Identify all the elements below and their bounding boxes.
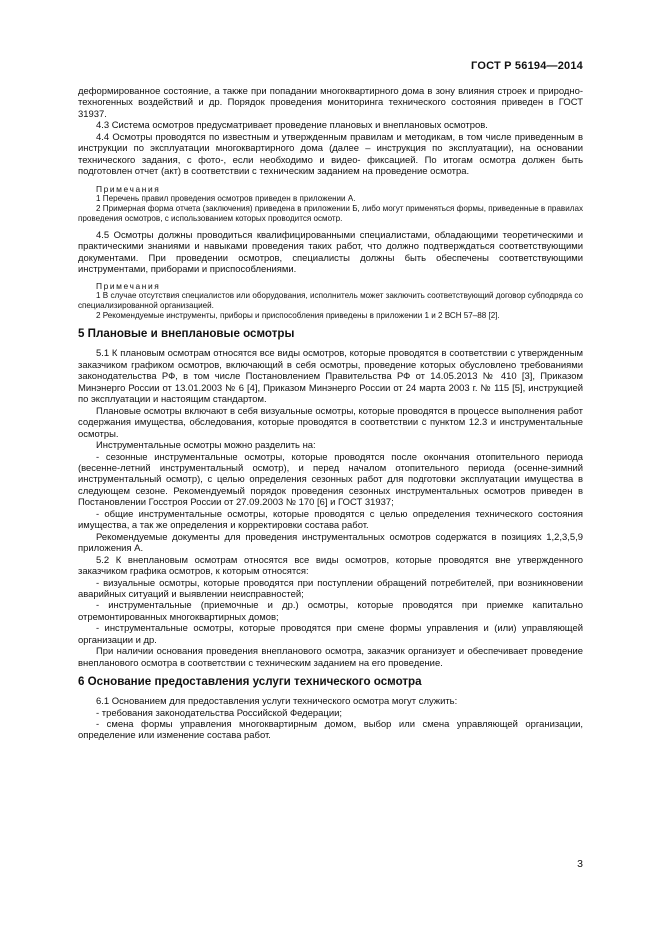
note: 2 Примерная форма отчета (заключения) приведена в приложении Б, либо могут применяться формы, приведенные в правилах проведения осмотров, с использованием которых проводится осмотр. bbox=[78, 203, 583, 223]
paragraph-5-1: 5.1 К плановым осмотрам относятся все виды осмотров, которые проводятся в соответствии с утвержденным заказчиком графиком осмотров, включающий в себя осмотры, проведение которых обусловлено требованиями законодательства РФ, в том числе Постановлением Правительства РФ от 14.05.2013 № 410 [3], Приказом Минэнерго России от 13.01.2003 № 6 [4], Приказом Минэнерго России от 24 марта 2003 г. № 115 [5], инструкцией по эксплуатации и настоящим стандартом. bbox=[78, 348, 583, 406]
paragraph-4-5: 4.5 Осмотры должны проводиться квалифицированными специалистами, обладающими теоретическими и практическими знаниями и навыками проведения таких работ, что должно подтверждаться соответствующими документами. При проведении осмотров, специалисты должны быть обеспечены соответствующими инструментами, приборами и приспособлениями. bbox=[78, 229, 583, 275]
paragraph-6-1: 6.1 Основанием для предоставления услуги технического осмотра могут служить: bbox=[96, 696, 458, 708]
paragraph: Инструментальные осмотры можно разделить на: bbox=[96, 440, 316, 452]
paragraph: деформированное состояние, а также при попадании многоквартирного дома в зону влияния строек и природно-техногенных воздействий и др. Порядок проведения мониторинга технического состояния приведен в ГОСТ 31937. bbox=[78, 86, 583, 120]
paragraph-4-4: 4.4 Осмотры проводятся по известным и утвержденным правилам и методикам, в том числе приведенным в инструкции по эксплуатации многоквартирного дома (далее – инструкция по эксплуатации), на основании технического задания, с фото-, если необходимо и видео- фиксацией. По итогам осмотра должен быть подготовлен отчет (акт) в соответствии с техническим заданием на проведение осмотра. bbox=[78, 131, 583, 178]
notes-title: Примечания bbox=[96, 183, 161, 194]
list-item: - инструментальные (приемочные и др.) осмотры, которые проводятся при приемке капитально отремонтированных многоквартирных домов; bbox=[78, 600, 583, 623]
list-item: - визуальные осмотры, которые проводятся при поступлении обращений потребителей, при возникновении аварийных ситуаций и выявлении неисправностей; bbox=[78, 577, 583, 600]
page-number: 3 bbox=[577, 858, 583, 870]
list-item: - инструментальные осмотры, которые проводятся при смене формы управления и (или) управляющей организации и др. bbox=[78, 623, 583, 646]
paragraph: Рекомендуемые документы для проведения инструментальных осмотров содержатся в позициях 1,2,3,5,9 приложения А. bbox=[78, 531, 583, 555]
section-heading-5: 5 Плановые и внеплановые осмотры bbox=[78, 327, 295, 341]
list-item: - требования законодательства Российской Федерации; bbox=[96, 707, 343, 719]
document-body bbox=[78, 86, 583, 742]
section-heading-6: 6 Основание предоставления услуги технического осмотра bbox=[78, 675, 422, 689]
paragraph: Плановые осмотры включают в себя визуальные осмотры, которые проводятся в процессе выполнения работ содержания имущества, обследования, которые проводятся в соответствии с пунктом 12.3 и инструментальные осмотры. bbox=[78, 405, 583, 440]
note: 2 Рекомендуемые инструменты, приборы и приспособления приведены в приложении 1 и 2 ВСН 57–88 [2]. bbox=[96, 311, 500, 321]
paragraph-5-2: 5.2 К внеплановым осмотрам относятся все виды осмотров, которые проводятся вне утвержденного заказчиком графика осмотров, к которым относятся: bbox=[78, 554, 583, 578]
list-item: - общие инструментальные осмотры, которые проводятся с целью определения технического состояния имущества, а так же определения и корректировки состава работ. bbox=[78, 508, 583, 532]
notes-title: Примечания bbox=[96, 281, 161, 292]
paragraph: При наличии основания проведения внепланового осмотра, заказчик организует и обеспечивает проведение внепланового осмотра в соответствии с техническим заданием на его проведение. bbox=[78, 646, 583, 669]
list-item: - сезонные инструментальные осмотры, которые проводятся после окончания отопительного периода (весенне-летний инструментальный осмотр), и перед началом отопительного периода (осенне-зимний инструментальный осмотр), с целью определения сезонных работ для подготовки эксплуатации имущества в следующем сезоне. Рекомендуемый порядок проведения сезонных инструментальных осмотров приведен в Постановлении Госстроя России от 27.09.2003 № 170 [6] и ГОСТ 31937; bbox=[78, 451, 583, 509]
document-code: ГОСТ Р 56194—2014 bbox=[471, 60, 583, 72]
list-item: - смена формы управления многоквартирным домом, выбор или смена управляющей организации, определение или изменение состава работ. bbox=[78, 719, 583, 742]
paragraph-4-3: 4.3 Система осмотров предусматривает проведение плановых и внеплановых осмотров. bbox=[96, 120, 488, 132]
note: 1 Перечень правил проведения осмотров приведен в приложении А. bbox=[96, 193, 356, 203]
note: 1 В случае отсутствия специалистов или оборудования, исполнитель может заключить соответствующий договор субподряда со специализированной организацией. bbox=[78, 291, 583, 311]
